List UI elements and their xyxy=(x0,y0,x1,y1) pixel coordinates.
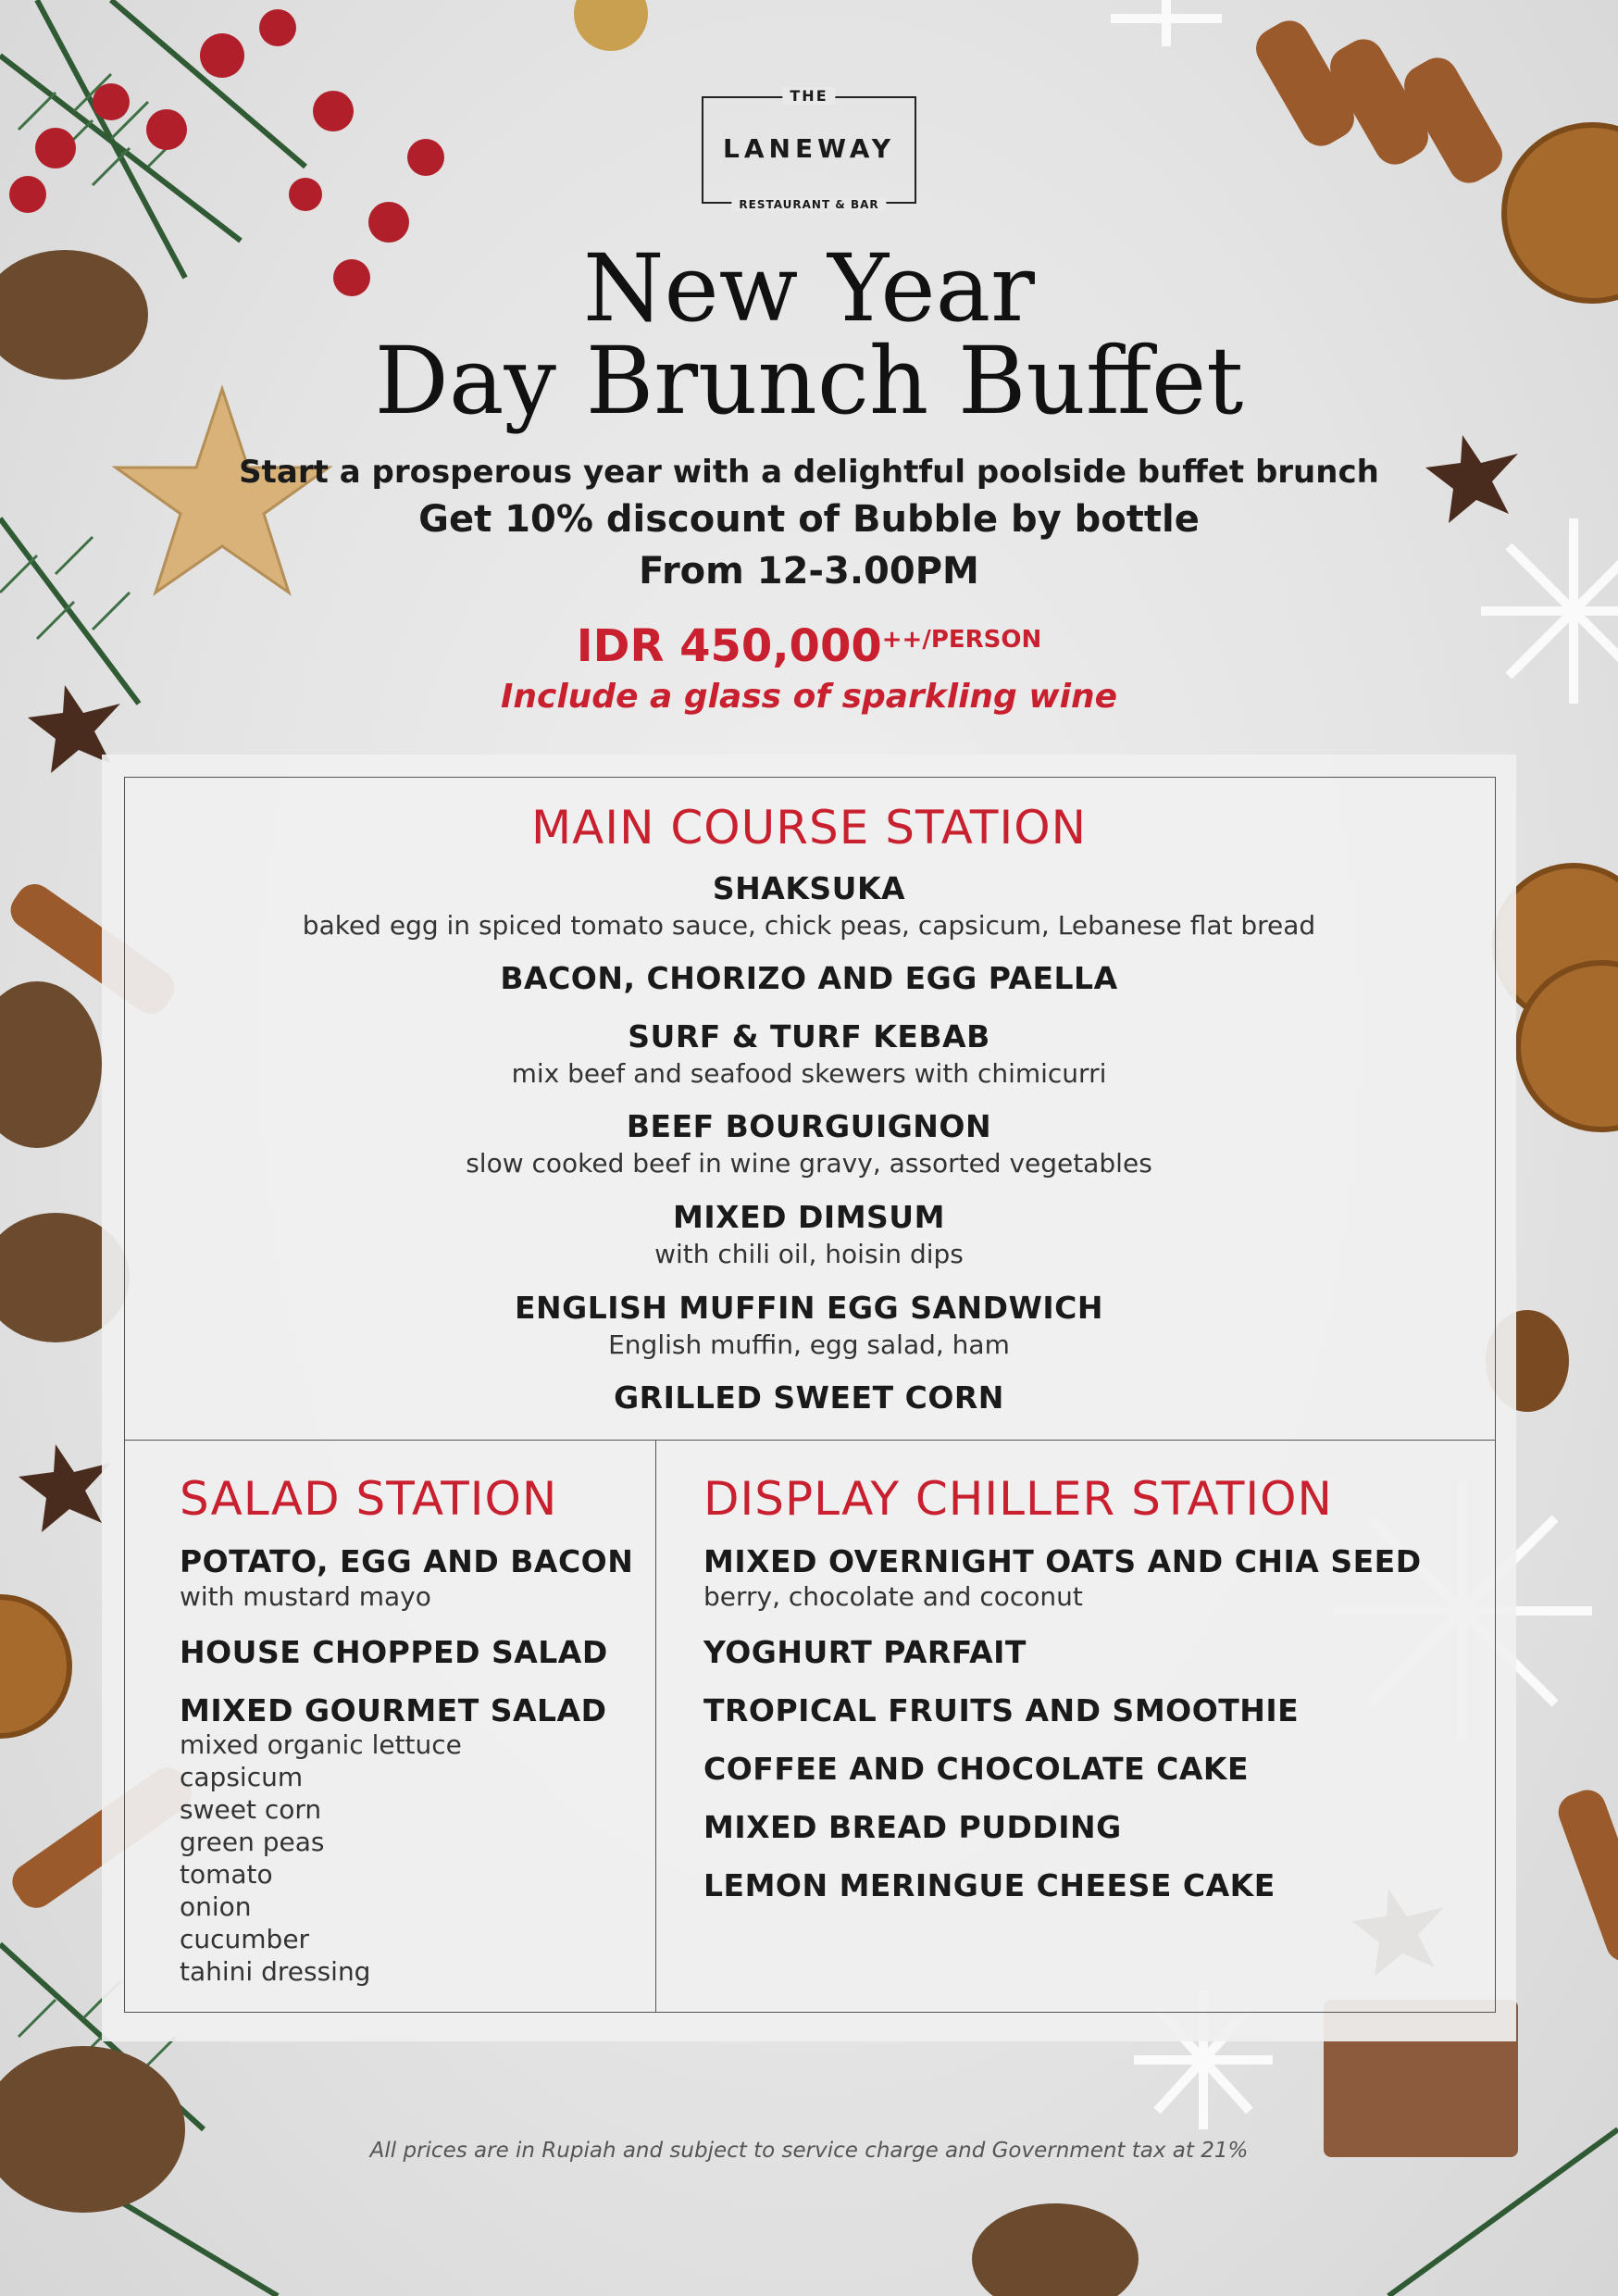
salad-item-name: POTATO, EGG AND BACON xyxy=(180,1543,634,1579)
chiller-heading: DISPLAY CHILLER STATION xyxy=(703,1472,1333,1526)
price-include-note: Include a glass of sparkling wine xyxy=(500,678,1118,716)
intro-time: From 12-3.00PM xyxy=(639,550,979,593)
page-title-line1: New Year xyxy=(583,234,1035,343)
main-item-name: SURF & TURF KEBAB xyxy=(628,1018,990,1054)
main-item-desc: with chili oil, hoisin dips xyxy=(654,1239,964,1269)
main-item-desc: mix beef and seafood skewers with chimicurri xyxy=(511,1058,1107,1089)
gourmet-salad-ingredient: green peas xyxy=(180,1827,325,1857)
chiller-item-name: MIXED OVERNIGHT OATS AND CHIA SEED xyxy=(703,1543,1422,1579)
salad-item-name: HOUSE CHOPPED SALAD xyxy=(180,1634,608,1670)
chiller-item-name: COFFEE AND CHOCOLATE CAKE xyxy=(703,1751,1250,1787)
main-item-desc: baked egg in spiced tomato sauce, chick peas, capsicum, Lebanese flat bread xyxy=(302,910,1316,941)
main-item-desc: slow cooked beef in wine gravy, assorted vegetables xyxy=(466,1148,1152,1179)
main-item-name: BACON, CHORIZO AND EGG PAELLA xyxy=(500,960,1118,996)
salad-heading: SALAD STATION xyxy=(180,1472,558,1526)
chiller-item-name: TROPICAL FRUITS AND SMOOTHIE xyxy=(703,1692,1300,1728)
gourmet-salad-ingredient: cucumber xyxy=(180,1924,310,1954)
logo-name: LANEWAY xyxy=(723,133,895,164)
main-course-heading: MAIN COURSE STATION xyxy=(531,801,1087,855)
price-suffix: ++/PERSON xyxy=(881,626,1042,654)
gourmet-salad-ingredient: mixed organic lettuce xyxy=(180,1729,462,1760)
logo-subtitle: RESTAURANT & BAR xyxy=(731,198,886,211)
main-item-name: GRILLED SWEET CORN xyxy=(614,1379,1004,1416)
logo-the: THE xyxy=(782,87,835,105)
chiller-item-desc: berry, chocolate and coconut xyxy=(703,1581,1083,1612)
chiller-item-name: YOGHURT PARFAIT xyxy=(703,1634,1027,1670)
page-title-line2: Day Brunch Buffet xyxy=(374,327,1244,435)
main-item-name: ENGLISH MUFFIN EGG SANDWICH xyxy=(514,1290,1104,1326)
main-item-name: SHAKSUKA xyxy=(712,870,906,906)
gourmet-salad-ingredient: tahini dressing xyxy=(180,1956,371,1987)
price-label xyxy=(0,620,1618,672)
chiller-item-name: MIXED BREAD PUDDING xyxy=(703,1809,1122,1845)
menu-panel xyxy=(102,755,1516,2041)
salad-item-name: MIXED GOURMET SALAD xyxy=(180,1692,607,1728)
section-divider-vertical xyxy=(655,1440,656,2012)
main-item-name: MIXED DIMSUM xyxy=(673,1199,945,1235)
restaurant-logo xyxy=(702,87,916,211)
main-item-name: BEEF BOURGUIGNON xyxy=(626,1108,992,1144)
intro-tagline: Start a prosperous year with a delightful poolside buffet brunch xyxy=(239,454,1379,491)
chiller-item-name: LEMON MERINGUE CHEESE CAKE xyxy=(703,1867,1276,1903)
gourmet-salad-ingredient: capsicum xyxy=(180,1762,304,1792)
gourmet-salad-ingredient: tomato xyxy=(180,1859,273,1890)
intro-discount: Get 10% discount of Bubble by bottle xyxy=(418,498,1200,541)
price-disclaimer: All prices are in Rupiah and subject to service charge and Government tax at 21% xyxy=(369,2139,1249,2163)
price-amount: IDR 450,000 xyxy=(576,620,882,672)
salad-item-desc: with mustard mayo xyxy=(180,1581,431,1612)
gourmet-salad-ingredient: sweet corn xyxy=(180,1794,322,1825)
gourmet-salad-ingredient: onion xyxy=(180,1891,252,1922)
main-item-desc: English muffin, egg salad, ham xyxy=(608,1329,1010,1360)
section-divider-horizontal xyxy=(124,1440,1495,1441)
